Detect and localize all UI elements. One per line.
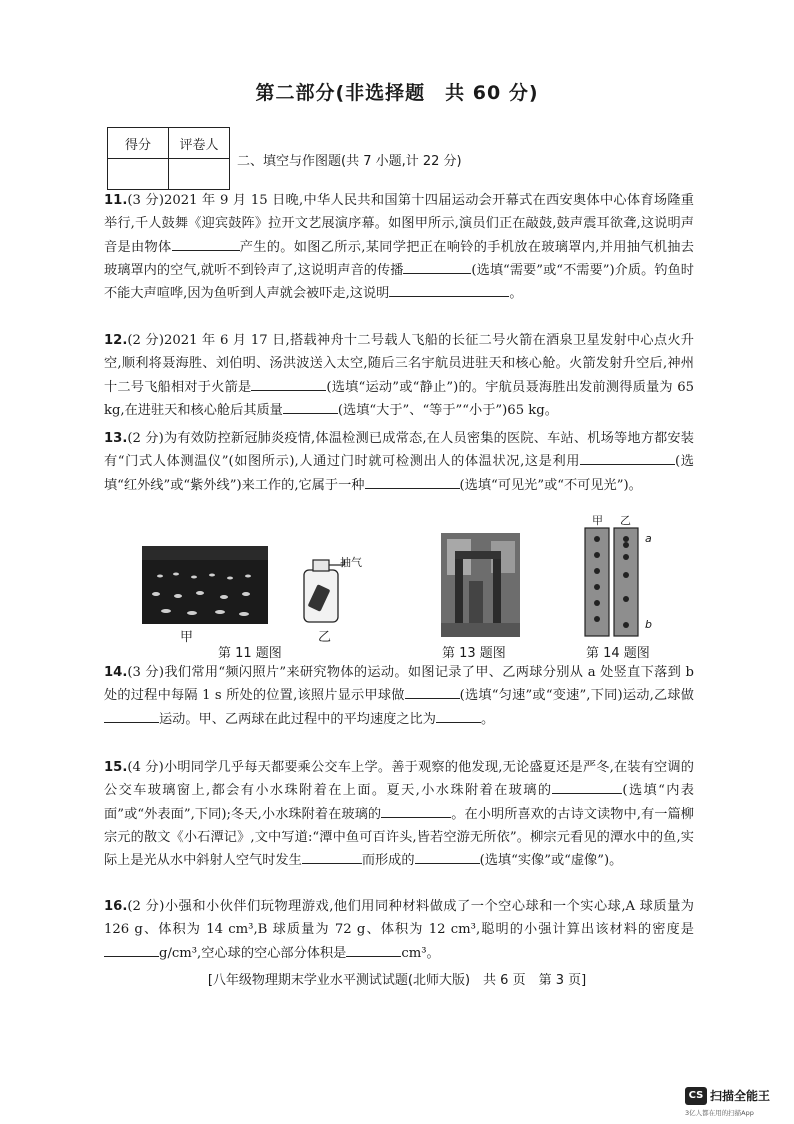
figure-14-label-a: a [645,532,652,545]
blank[interactable] [389,282,509,297]
blank[interactable] [436,708,481,723]
figure-11-label-yi: 乙 [318,630,332,645]
blank[interactable] [251,376,326,391]
blank[interactable] [104,942,159,957]
pump-label: 抽气 [340,556,362,569]
blank[interactable] [415,849,480,864]
grader-cell [169,159,230,190]
blank[interactable] [346,942,401,957]
score-header: 得分 [108,128,169,159]
blank[interactable] [172,236,240,251]
blank[interactable] [302,849,362,864]
scanner-watermark [685,1085,770,1117]
question-15: 15.(4 分)小明同学几乎每天都要乘公交车上学。善于观察的他发现,无论盛夏还是严冬,在装有空调的公交车玻璃窗上,都会有小水珠附着在上面。夏天,小水珠附着在玻璃的 (选填“内表面”或“外表面”,下同);冬天,小水珠附着在玻璃的 。在小明所喜欢的古诗文读物中,有一篇柳宗元的散文《小石潭记》,文中写道:“潭中鱼可百许头,皆若空游无所依”。柳宗元看见的潭水中的鱼,实际上是光从水中斜射人空气时发生 而形成的 (选填“实像”或“虚像”)。 [104,760,694,869]
section-heading: 二、填空与作图题(共 7 小题,计 22 分) [237,154,462,169]
blank[interactable] [403,259,471,274]
drum-stage-image [142,546,268,624]
figure-11-label-jia: 甲 [180,630,194,645]
strobe-balls-image [584,527,640,637]
question-12: 12.(2 分)2021 年 6 月 17 日,搭载神舟十二号载人飞船的长征二号火箭在酒泉卫星发射中心点火升空,顺利将聂海胜、刘伯明、汤洪波送入太空,随后三名宇航员进驻天和核心舱。火箭发射升空后,神州十二号飞船相对于火箭是 (选填“运动”或“静止”)的。宇航员聂海胜出发前测得质量为 65 kg,在进驻天和核心舱后其质量 (选填“大于”、“等于”“小于”)65 kg。 [104,333,694,418]
blank[interactable] [283,399,338,414]
blank[interactable] [365,474,460,489]
blank[interactable] [580,450,675,465]
figure-13-caption: 第 13 题图 [442,646,506,661]
figure-14-caption: 第 14 题图 [586,646,650,661]
blank[interactable] [405,684,460,699]
figure-11-caption: 第 11 题图 [218,646,282,661]
scanner-app-name: 扫描全能王 [710,1089,771,1103]
scanner-tagline: 3亿人都在用的扫描App [685,1108,754,1117]
figure-13-thermometer-photo [441,533,520,637]
blank[interactable] [381,803,451,818]
figure-14-label-yi: 乙 [620,514,631,527]
figure-11-drum-photo [142,546,268,624]
blank[interactable] [104,708,159,723]
figure-14-strobe-photo [584,527,640,637]
score-cell [108,159,169,190]
question-16: 16.(2 分)小强和小伙伴们玩物理游戏,他们用同种材料做成了一个空心球和一个实心球,A 球质量为 126 g、体积为 14 cm³,B 球质量为 72 g、体积为 12 cm³,聪明的小强计算出该材料的密度是g/cm³,空心球的空心部分体积是 cm³。 [104,899,694,961]
gate-thermometer-image [441,533,520,637]
blank[interactable] [552,779,622,794]
scanner-logo-icon: CS [685,1087,707,1105]
page-footer: [八年级物理期末学业水平测试试题(北师大版) 共 6 页 第 3 页] [207,973,587,988]
figure-14-label-b: b [645,618,652,631]
question-13: 13.(2 分)为有效防控新冠肺炎疫情,体温检测已成常态,在人员密集的医院、车站、机场等地方都安装有“门式人体测温仪”(如图所示),人通过门时就可检测出人的体温状况,这是利用 (选填“红外线”或“紫外线”)来工作的,它属于一种 (选填“可见光”或“不可见光”)。 [104,431,694,493]
figure-14-label-jia: 甲 [592,514,603,527]
grader-header: 评卷人 [169,128,230,159]
question-14: 14.(3 分)我们常用“频闪照片”来研究物体的运动。如图记录了甲、乙两球分别从 a 处竖直下落到 b 处的过程中每隔 1 s 所处的位置,该照片显示甲球做 (选填“匀速”或“变速”,下同)运动,乙球做运动。甲、乙两球在此过程中的平均速度之比为 。 [104,665,694,727]
page-title: 第二部分(非选择题 共 60 分) [255,82,539,104]
question-11: 11.(3 分)2021 年 9 月 15 日晚,中华人民共和国第十四届运动会开幕式在西安奥体中心体育场隆重举行,千人鼓舞《迎宾鼓阵》拉开文艺展演序幕。如图甲所示,演员们正在敲鼓,鼓声震耳欲聋,这说明声音是由物体 产生的。如图乙所示,某同学把正在响铃的手机放在玻璃罩内,并用抽气机抽去玻璃罩内的空气,就听不到铃声了,这说明声音的传播 (选填“需要”或“不需要”)介质。钓鱼时不能大声喧哗,因为鱼听到人声就会被吓走,这说明 。 [104,193,694,302]
score-table [107,127,230,190]
